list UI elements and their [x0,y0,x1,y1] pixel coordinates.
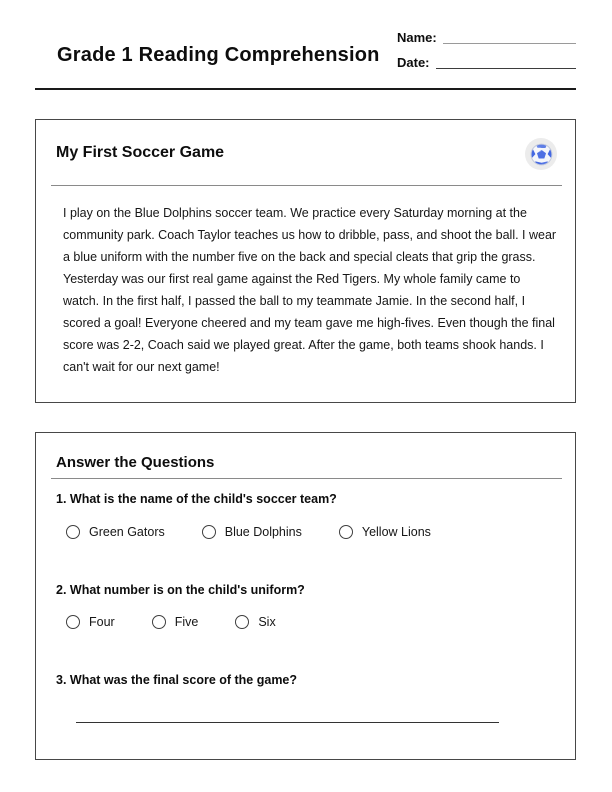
passage-title-divider [51,185,562,186]
option-label: Green Gators [89,525,165,539]
name-field [397,31,576,44]
option-green-gators[interactable] [66,525,165,539]
option-six[interactable] [235,615,275,629]
questions-title: Answer the Questions [56,454,215,471]
option-five[interactable] [152,615,199,629]
option-label: Six [258,615,276,629]
radio-button-icon[interactable] [66,615,80,629]
radio-button-icon[interactable] [235,615,249,629]
question-3-answer-line[interactable] [76,722,499,723]
question-2-label: 2. What number is on the child's uniform? [56,583,305,597]
question-1-label: 1. What is the name of the child's soccer team? [56,492,337,506]
name-input-line[interactable] [443,31,576,44]
radio-button-icon[interactable] [66,525,80,539]
date-label: Date: [397,55,430,70]
option-four[interactable] [66,615,115,629]
option-blue-dolphins[interactable] [202,525,302,539]
date-input-line[interactable] [436,56,576,69]
header-divider [35,88,576,90]
question-3-label: 3. What was the final score of the game? [56,673,298,687]
radio-button-icon[interactable] [152,615,166,629]
passage-card [35,119,576,403]
page-title: Grade 1 Reading Comprehension [57,44,380,66]
radio-button-icon[interactable] [202,525,216,539]
student-fields [397,31,576,69]
question-2-options [66,615,276,629]
question-1-options [66,525,431,539]
option-label: Blue Dolphins [224,525,302,539]
option-label: Yellow Lions [361,525,431,539]
soccer-ball-icon [525,138,557,170]
passage-title: My First Soccer Game [56,144,225,161]
option-label: Four [89,615,115,629]
passage-text: I play on the Blue Dolphins soccer team. We practice every Saturday morning at the community park. Coach Taylor teaches us how to dribble, pass, and shoot the ball. I wear a blue uniform with the number five on the back and special cleats that grip the grass. Yesterday was our first real game against the Red Tigers. My whole family came to watch. In the first half, I passed the ball to my teammate Jamie. In the second half, I scored a goal! Everyone cheered and my team gave me high-fives. Even though the final score was 2-2, Coach said we played great. After the game, both teams shook hands. I can't wait for our next game! [63,206,557,374]
option-yellow-lions[interactable] [339,525,431,539]
name-label: Name: [397,30,437,45]
questions-title-divider [51,478,562,479]
option-label: Five [174,615,199,629]
date-field [397,56,576,69]
questions-card [35,432,576,760]
radio-button-icon[interactable] [339,525,353,539]
